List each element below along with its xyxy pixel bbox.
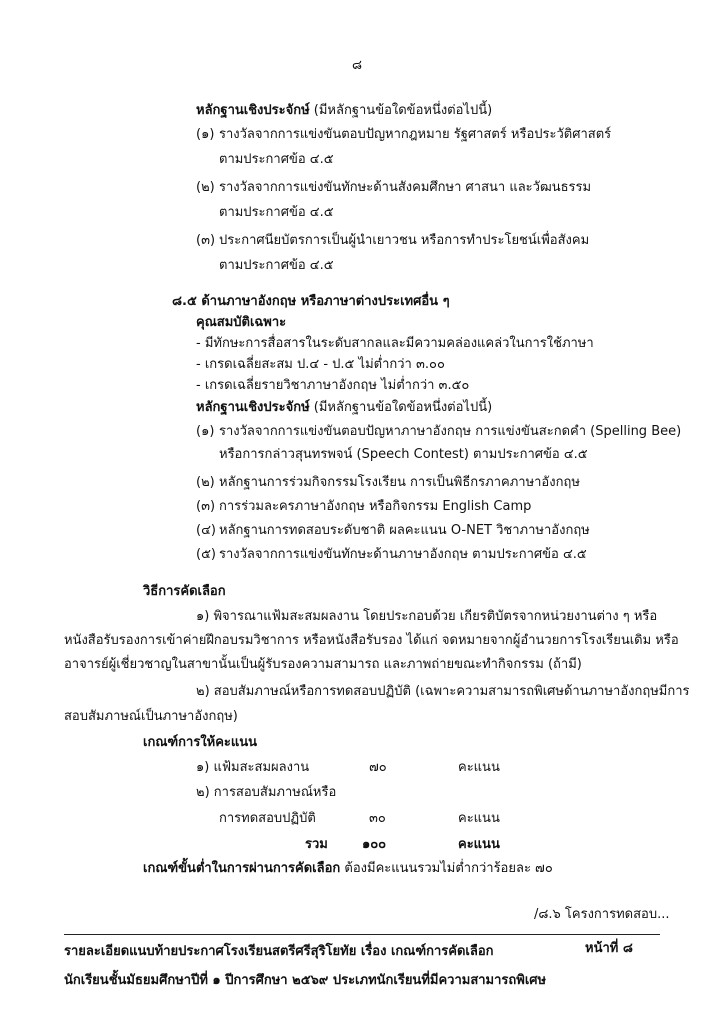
evidence-item-num: (๑) [196, 127, 215, 142]
criteria-unit: คะแนน [458, 811, 500, 826]
evidence-item-num: (๒) [196, 475, 215, 490]
evidence-item-text: ตามประกาศข้อ ๔.๕ [219, 258, 334, 273]
minimum-criteria [143, 861, 553, 877]
criteria-score: ๓๐ [369, 811, 386, 826]
evidence-item-text: รางวัลจากการแข่งขันทักษะด้านสังคมศึกษา ศาสนา และวัฒนธรรม [219, 180, 592, 195]
evidence-item-text: หลักฐานการร่วมกิจกรรมโรงเรียน การเป็นพิธีกรภาคภาษาอังกฤษ [219, 475, 580, 490]
evidence-item-num: (๓) [196, 233, 216, 248]
section-title: ๘.๕ ด้านภาษาอังกฤษ หรือภาษาต่างประเทศอื่น ๆ [172, 294, 450, 309]
evidence-heading [196, 400, 492, 416]
qualification-heading: คุณสมบัติเฉพาะ [196, 315, 287, 330]
evidence-item-num: (๑) [196, 424, 215, 439]
evidence-item-text: รางวัลจากการแข่งขันตอบปัญหากฎหมาย รัฐศาสตร์ หรือประวัติศาสตร์ [219, 127, 612, 142]
criteria-label: ๑) แฟ้มสะสมผลงาน [196, 760, 310, 775]
evidence-item-text: ตามประกาศข้อ ๔.๕ [219, 205, 334, 220]
evidence-item-text: หรือการกล่าวสุนทรพจน์ (Speech Contest) ตามประกาศข้อ ๔.๕ [219, 447, 588, 462]
evidence-item-num: (๒) [196, 180, 215, 195]
evidence-item-num: (๔) [196, 523, 216, 538]
total-label: รวม [305, 837, 328, 852]
evidence-item-text: หลักฐานการทดสอบระดับชาติ ผลคะแนน O-NET วิชาภาษาอังกฤษ [219, 523, 590, 538]
criteria-label: ๒) การสอบสัมภาษณ์หรือ [196, 785, 337, 800]
evidence-item-text: ตามประกาศข้อ ๔.๕ [219, 152, 334, 167]
evidence-heading [196, 103, 492, 119]
criteria-score: ๗๐ [369, 760, 387, 775]
evidence-item-text: รางวัลจากการแข่งขันทักษะด้านภาษาอังกฤษ ตามประกาศข้อ ๔.๕ [219, 547, 587, 562]
qualification-item: - เกรดเฉลี่ยสะสม ป.๔ - ป.๕ ไม่ต่ำกว่า ๓.๐๐ [196, 357, 445, 372]
evidence-item-num: (๕) [196, 547, 216, 562]
qualification-item: - เกรดเฉลี่ยรายวิชาภาษาอังกฤษ ไม่ต่ำกว่า ๓.๕๐ [196, 378, 470, 393]
selection-paragraph-line: หนังสือรับรองการเข้าค่ายฝึกอบรมวิชาการ หรือหนังสือรับรอง ได้แก่ จดหมายจากผู้อำนวยการโรงเรียนเดิม หรือ [64, 633, 679, 648]
evidence-item-text: รางวัลจากการแข่งขันตอบปัญหาภาษาอังกฤษ การแข่งขันสะกดคำ (Spelling Bee) [219, 424, 682, 439]
evidence-heading-label: หลักฐานเชิงประจักษ์ [196, 400, 310, 415]
evidence-heading-note: (มีหลักฐานข้อใดข้อหนึ่งต่อไปนี้) [309, 103, 493, 118]
minimum-criteria-text: ต้องมีคะแนนรวมไม่ต่ำกว่าร้อยละ ๗๐ [340, 861, 553, 876]
footer-page-number: หน้าที่ ๘ [585, 941, 633, 956]
evidence-heading-label: หลักฐานเชิงประจักษ์ [196, 103, 310, 118]
selection-paragraph-line: สอบสัมภาษณ์เป็นภาษาอังกฤษ) [64, 709, 238, 724]
evidence-heading-note: (มีหลักฐานข้อใดข้อหนึ่งต่อไปนี้) [309, 400, 493, 415]
selection-paragraph-line: ๑) พิจารณาแฟ้มสะสมผลงาน โดยประกอบด้วย เกียรติบัตรจากหน่วยงานต่าง ๆ หรือ [196, 609, 658, 624]
total-unit: คะแนน [458, 837, 500, 852]
footer-divider [64, 934, 660, 935]
qualification-item: - มีทักษะการสื่อสารในระดับสากลและมีความคล่องแคล่วในการใช้ภาษา [196, 336, 594, 351]
page-number: ๘ [352, 58, 363, 73]
evidence-item-num: (๓) [196, 499, 216, 514]
criteria-unit: คะแนน [458, 760, 500, 775]
selection-paragraph-line: อาจารย์ผู้เชี่ยวชาญในสาขานั้นเป็นผู้รับรองความสามารถ และภาพถ่ายขณะทำกิจกรรม (ถ้ามี) [64, 657, 582, 672]
evidence-item-text: ประกาศนียบัตรการเป็นผู้นำเยาวชน หรือการทำประโยชน์เพื่อสังคม [219, 233, 590, 248]
criteria-heading: เกณฑ์การให้คะแนน [143, 735, 258, 750]
minimum-criteria-heading: เกณฑ์ขั้นต่ำในการผ่านการคัดเลือก [143, 861, 341, 876]
selection-paragraph-line: ๒) สอบสัมภาษณ์หรือการทดสอบปฏิบัติ (เฉพาะความสามารถพิเศษด้านภาษาอังกฤษมีการ [196, 684, 690, 699]
footer-line: นักเรียนชั้นมัธยมศึกษาปีที่ ๑ ปีการศึกษา ๒๕๖๙ ประเภทนักเรียนที่มีความสามารถพิเศษ [64, 973, 547, 988]
evidence-item-text: การร่วมละครภาษาอังกฤษ หรือกิจกรรม English Camp [219, 499, 532, 514]
total-score: ๑๐๐ [362, 837, 387, 852]
continuation-note: /๘.๖ โครงการทดสอบ... [534, 907, 670, 922]
selection-heading: วิธีการคัดเลือก [143, 584, 226, 599]
criteria-label: การทดสอบปฏิบัติ [219, 811, 316, 826]
footer-line: รายละเอียดแนบท้ายประกาศโรงเรียนสตรีศรีสุริโยทัย เรื่อง เกณฑ์การคัดเลือก [64, 944, 494, 959]
